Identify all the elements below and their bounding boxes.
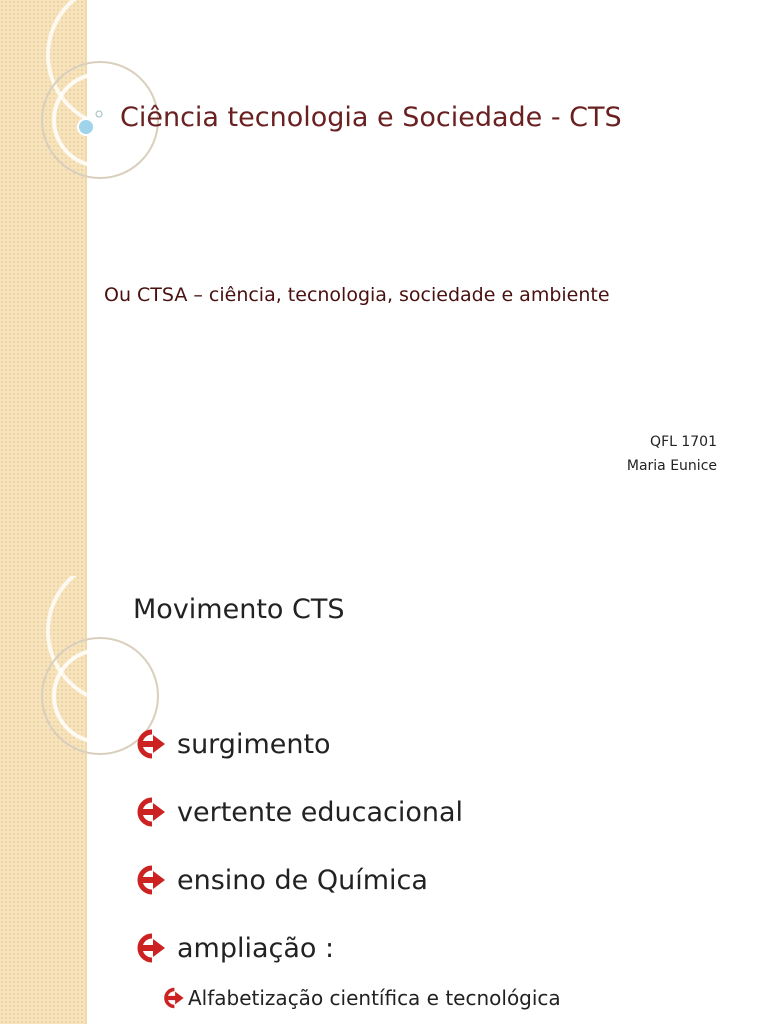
slide-2	[0, 576, 768, 1024]
bullet-label: ensino de Química	[177, 864, 428, 896]
author-name: Maria Eunice	[626, 458, 717, 474]
sub-bullet-label: Alfabetização científica e tecnológica	[188, 986, 561, 1010]
bullet-label: ampliação :	[177, 932, 335, 964]
slide-title: Ciência tecnologia e Sociedade - CTS	[120, 102, 622, 133]
circle-arrow-icon	[133, 729, 167, 759]
circle-arrow-icon	[161, 987, 185, 1009]
bullet-label: surgimento	[177, 728, 331, 760]
course-code: QFL 1701	[650, 434, 717, 450]
circle-arrow-icon	[133, 797, 167, 827]
sub-bullet-item	[161, 986, 561, 1010]
bullet-label: vertente educacional	[177, 796, 464, 828]
circle-arrow-icon	[133, 865, 167, 895]
bullet-item	[133, 862, 428, 898]
circle-arrow-icon	[133, 933, 167, 963]
bullet-item	[133, 930, 334, 966]
slide-title: Movimento CTS	[133, 594, 345, 625]
slide-subtitle: Ou CTSA – ciência, tecnologia, sociedade e ambiente	[104, 284, 610, 306]
bullet-item	[133, 794, 463, 830]
bullet-item	[133, 726, 331, 762]
